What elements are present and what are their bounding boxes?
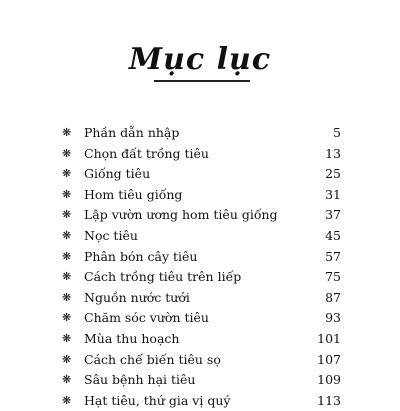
bullet-icon: ❋ <box>62 167 72 181</box>
toc-entry-page: 93 <box>325 310 341 326</box>
page-title: Mục lục <box>128 42 272 77</box>
bullet-icon: ❋ <box>62 249 72 263</box>
bullet-icon: ❋ <box>62 393 72 407</box>
toc-entry-title: Nọc tiêu <box>84 227 138 243</box>
toc-entry-title: Chọn đất trồng tiêu <box>84 145 209 161</box>
bullet-icon: ❋ <box>62 146 72 160</box>
toc-entry[interactable] <box>62 144 344 165</box>
toc-entry-page: 57 <box>325 248 341 264</box>
toc-entry-page: 101 <box>317 330 341 346</box>
toc-entry[interactable] <box>62 391 344 411</box>
bullet-icon: ❋ <box>62 228 72 242</box>
toc-entry[interactable] <box>62 185 344 206</box>
toc-entry[interactable] <box>62 370 344 391</box>
toc-entry-page: 113 <box>317 392 341 408</box>
bullet-icon: ❋ <box>62 311 72 325</box>
toc-entry-page: 107 <box>317 351 341 367</box>
toc-entry-title: Cách chế biến tiêu sọ <box>84 351 221 367</box>
bullet-icon: ❋ <box>62 270 72 284</box>
table-of-contents <box>62 123 344 411</box>
bullet-icon: ❋ <box>62 187 72 201</box>
toc-entry[interactable] <box>62 164 344 185</box>
toc-entry[interactable] <box>62 288 344 309</box>
toc-entry[interactable] <box>62 226 344 247</box>
toc-entry[interactable] <box>62 329 344 350</box>
toc-entry[interactable] <box>62 205 344 226</box>
toc-entry-page: 13 <box>325 145 341 161</box>
toc-entry[interactable] <box>62 350 344 371</box>
toc-entry-title: Phần dẫn nhập <box>84 125 180 140</box>
toc-entry-title: Phân bón cây tiêu <box>84 248 198 264</box>
toc-entry-page: 75 <box>325 269 341 285</box>
toc-entry-page: 25 <box>325 166 341 182</box>
toc-entry-title: Hom tiêu giống <box>84 186 183 202</box>
bullet-icon: ❋ <box>62 208 72 222</box>
toc-entry-title: Nguồn nước tưới <box>84 289 190 305</box>
toc-entry-page: 5 <box>333 125 341 140</box>
toc-entry-page: 87 <box>325 289 341 305</box>
toc-entry-title: Lập vườn ương hom tiêu giống <box>84 207 278 223</box>
bullet-icon: ❋ <box>62 331 72 345</box>
toc-entry[interactable] <box>62 308 344 329</box>
toc-entry[interactable] <box>62 247 344 268</box>
toc-entry-title: Chăm sóc vườn tiêu <box>84 310 209 326</box>
toc-entry-title: Giống tiêu <box>84 166 151 182</box>
toc-entry-page: 31 <box>325 186 341 202</box>
bullet-icon: ❋ <box>62 290 72 304</box>
bullet-icon: ❋ <box>62 126 72 139</box>
toc-entry-title: Cách trồng tiêu trên liếp <box>84 269 242 285</box>
toc-entry-page: 109 <box>317 372 341 388</box>
toc-entry-title: Hạt tiêu, thứ gia vị quý <box>84 392 231 408</box>
title-underline <box>154 80 250 82</box>
toc-entry-page: 45 <box>325 227 341 243</box>
toc-entry-title: Mùa thu hoạch <box>84 330 180 346</box>
toc-entry[interactable] <box>62 267 344 288</box>
toc-entry[interactable] <box>62 123 344 144</box>
toc-entry-page: 37 <box>325 207 341 223</box>
bullet-icon: ❋ <box>62 352 72 366</box>
toc-entry-title: Sâu bệnh hại tiêu <box>84 372 196 388</box>
bullet-icon: ❋ <box>62 373 72 387</box>
